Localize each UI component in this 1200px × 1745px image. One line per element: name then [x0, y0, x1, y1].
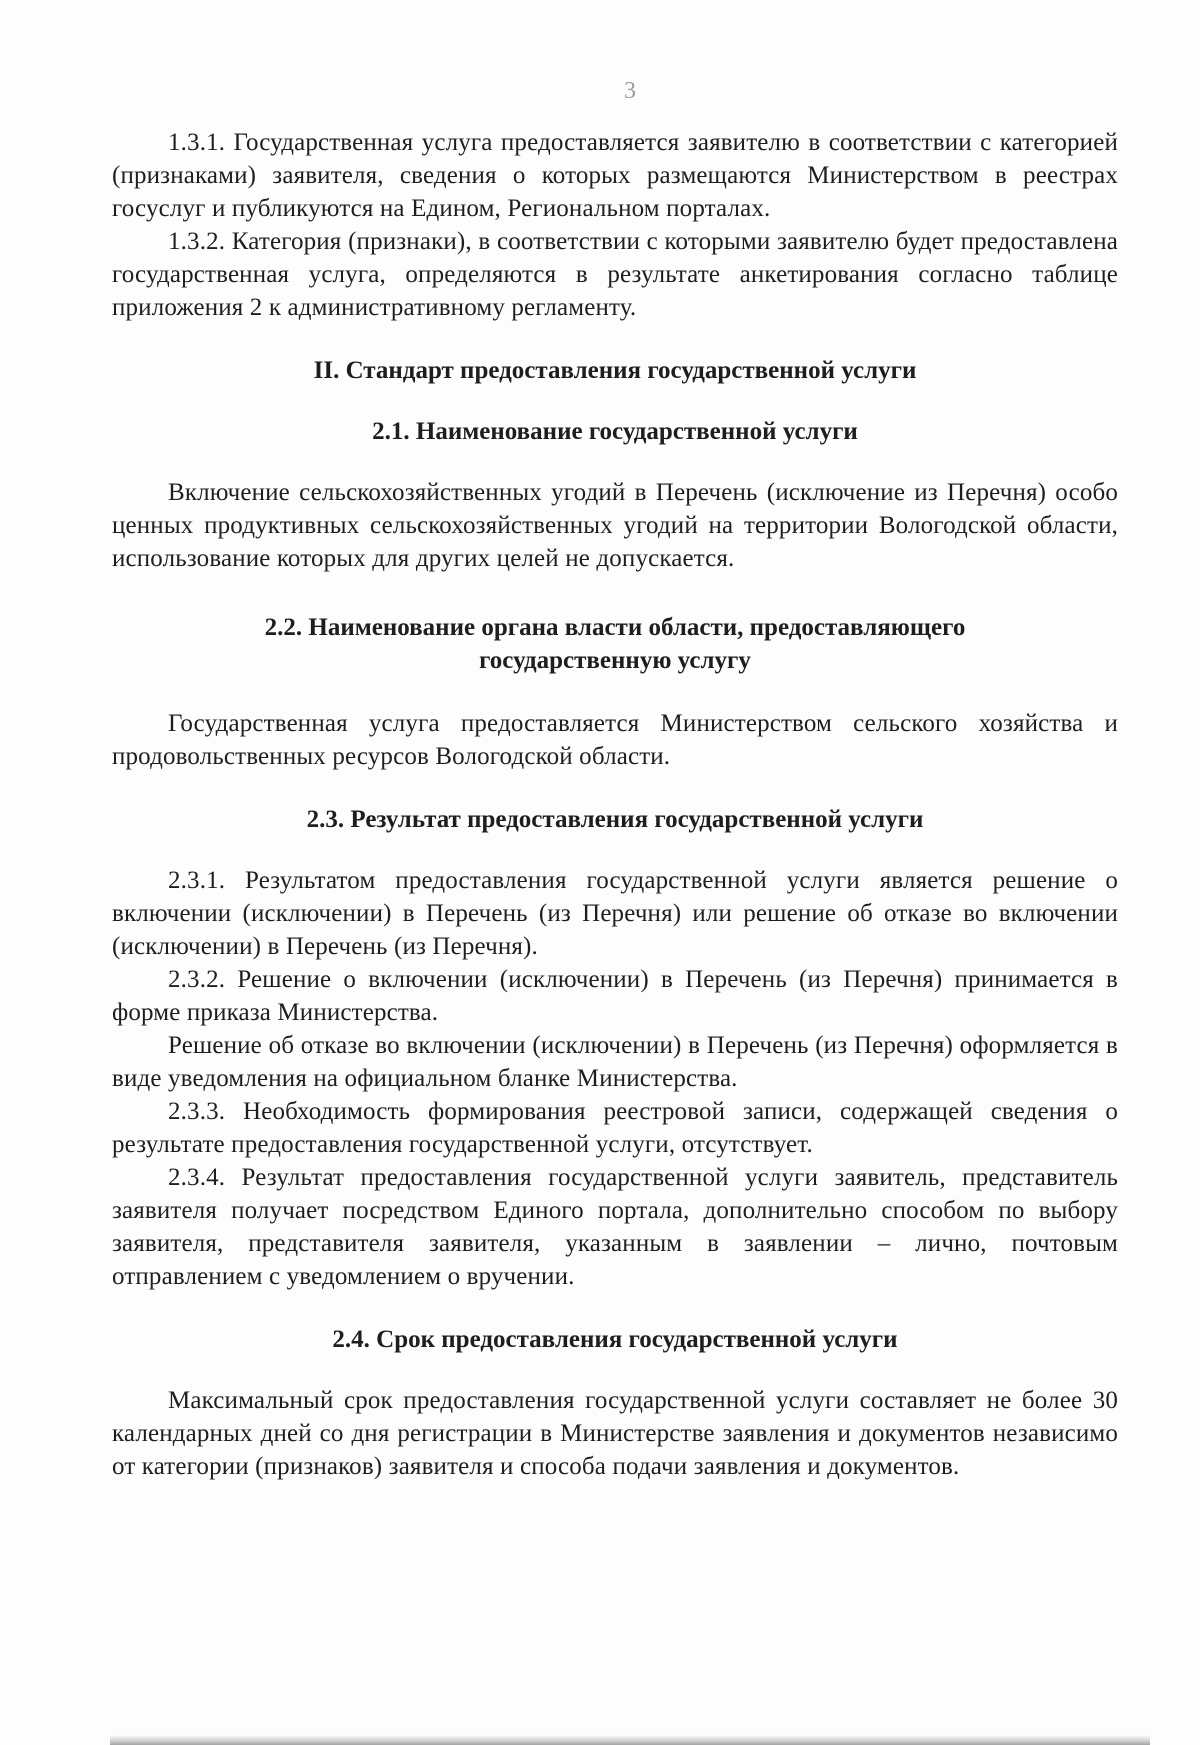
paragraph-1-3-1: 1.3.1. Государственная услуга предоставляется заявителю в соответствии с категорией (признаками) заявителя, сведения о которых размещаются Министерством в реестрах госуслуг и публикуются на Едином, Региональном порталах.: [112, 129, 1118, 222]
section-heading-2-4: 2.4. Срок предоставления государственной услуги: [332, 1326, 898, 1353]
scan-bottom-edge: [110, 1735, 1150, 1745]
paragraph-2-3-3: 2.3.3. Необходимость формирования реестровой записи, содержащей сведения о результате предоставления государственной услуги, отсутствует.: [112, 1098, 1118, 1158]
document-body: [112, 126, 1118, 1483]
paragraph-2-1: Включение сельскохозяйственных угодий в Перечень (исключение из Перечня) особо ценных продуктивных сельскохозяйственных угодий на территории Вологодской области, использование которых для других целей не допускается.: [112, 479, 1118, 572]
page-number: 3: [624, 78, 636, 104]
section-heading-II: II. Стандарт предоставления государственной услуги: [313, 357, 917, 384]
section-heading-2-2-line1: 2.2. Наименование органа власти области, предоставляющего: [264, 614, 966, 641]
paragraph-2-3-2b: Решение об отказе во включении (исключении) в Перечень (из Перечня) оформляется в виде уведомления на официальном бланке Министерства.: [112, 1032, 1118, 1092]
section-heading-2-2-line2: государственную услугу: [479, 647, 751, 674]
paragraph-2-2: Государственная услуга предоставляется Министерством сельского хозяйства и продовольственных ресурсов Вологодской области.: [112, 710, 1118, 770]
section-heading-2-1: 2.1. Наименование государственной услуги: [372, 418, 858, 445]
paragraph-2-3-1: 2.3.1. Результатом предоставления государственной услуги является решение о включении (исключении) в Перечень (из Перечня) или решение об отказе во включении (исключении) в Перечень (из Перечня).: [112, 867, 1118, 960]
paragraph-2-4: Максимальный срок предоставления государственной услуги составляет не более 30 календарных дней со дня регистрации в Министерстве заявления и документов независимо от категории (признаков) заявителя и способа подачи заявления и документов.: [112, 1387, 1118, 1480]
section-heading-2-3: 2.3. Результат предоставления государственной услуги: [306, 806, 924, 833]
paragraph-2-3-2: 2.3.2. Решение о включении (исключении) в Перечень (из Перечня) принимается в форме приказа Министерства.: [112, 966, 1118, 1026]
paragraph-1-3-2: 1.3.2. Категория (признаки), в соответствии с которыми заявителю будет предоставлена государственная услуга, определяются в результате анкетирования согласно таблице приложения 2 к административному регламенту.: [112, 228, 1118, 321]
paragraph-2-3-4: 2.3.4. Результат предоставления государственной услуги заявитель, представитель заявителя получает посредством Единого портала, дополнительно способом по выбору заявителя, представителя заявителя, указанным в заявлении – лично, почтовым отправлением с уведомлением о вручении.: [112, 1164, 1118, 1290]
